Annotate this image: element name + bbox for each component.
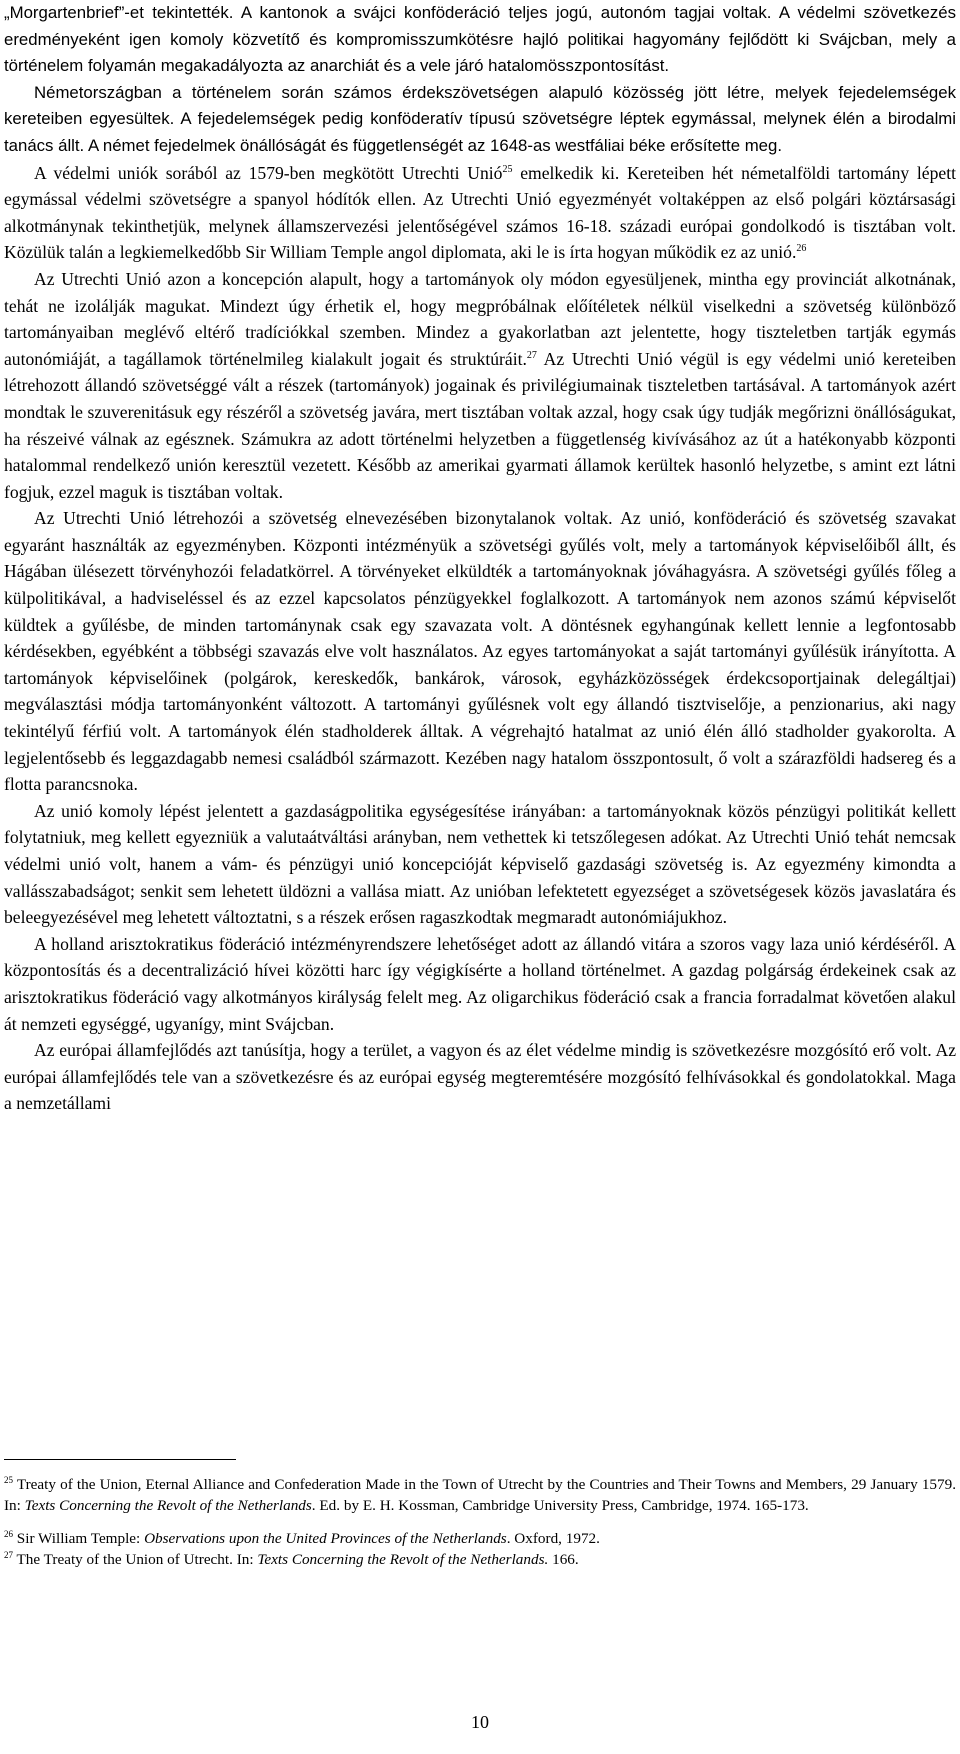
footnote-ref-27[interactable]: 27 [526, 349, 537, 361]
paragraph-text: A védelmi uniók sorából az 1579-ben megkötött Utrechti Unió [34, 162, 503, 183]
footnote-number: 27 [4, 1550, 13, 1560]
paragraph-institutions: Az Utrechti Unió létrehozói a szövetség elnevezésében bizonytalanok voltak. Az unió, konföderáció és szövetség szavakat egyaránt használták az egyezményben. Központi intézményük a szövetségi gyűlés volt, mely a tartományok képviselőiből állt, és Hágában ülésezett törvényhozói feladatkörrel. A törvényeket elküldték a tartományoknak jóváhagyásra. A szövetségi gyűlés főleg a külpolitikával, a hadviseléssel és az ezzel kapcsolatos pénzügyekkel foglalkozott. A tartományok nem azonos számú képviselőt küldtek a gyűlésbe, de minden tartománynak csak egy szavazata volt. A döntésnek egyhangúnak kellett lennie a legfontosabb kérdésekben, egyébként a többségi szavazás elve volt használatos. Az egyes tartományokat a saját tartományi gyűlésük irányította. A tartományok képviselőinek (polgárok, kereskedők, bankárok, városok, egyházközösségek érdekcsoportjainak delegáltjai) megválasztási módja tartományonként változott. A tartományi gyűlésnek volt egy állandó tisztviselője, a penzionarius, aki nagy tekintélyű férfiú volt. A tartományok élén stadholderek álltak. A végrehajtó hatalmat az unió élén álló stadholder gyakorolta. A legjelentősebb és leggazdagabb nemesi családból származott. Kezében nagy hatalom összpontosult, ő volt a szárazföldi hadsereg és a flotta parancsnoka. [4, 508, 956, 795]
page-number: 10 [471, 1712, 489, 1732]
paragraph-dutch-federation: A holland arisztokratikus föderáció intézményrendszere lehetőséget adott az állandó vitára a szoros vagy laza unió kérdéséről. A központosítás és a decentralizáció hívei közötti harc így végigkísérte a holland történelmet. A gazdag polgárság érdekeinek csak az arisztokratikus föderáció vagy alkotmányos királyság felelt meg. Az oligarchikus föderáció csak a francia forradalmat követően alakul át nemzeti egységgé, ugyanígy, mint Svájcban. [4, 933, 956, 1034]
footnote-text: Sir William Temple: [16, 1530, 145, 1547]
footnote-text: Treaty of the Union, Eternal Alliance and Confederation Made in the Town of Utrecht by the Countries and Their Towns and Members, 29 January 1579. In: [4, 1476, 956, 1514]
paragraph-utrecht-concept [4, 266, 956, 505]
paragraph-text: emelkedik ki. Kereteiben hét németalföldi tartomány lépett egymással védelmi szövetségre a spanyol hódítók ellen. Az Utrechti Unió egyezményét voltaképpen az első polgári köztársasági alkotmánynak tekinthetjük, melynek államszervezési jelentőségével számos 16-18. századi európai gondolkodó is tisztában volt. Közülük talán a legkiemelkedőbb Sir William Temple angol diplomata, aki le is írta hogyan működik ez az unió. [4, 162, 956, 263]
paragraph-economic-policy: Az unió komoly lépést jelentett a gazdaságpolitika egységesítése irányában: a tartományoknak közös pénzügyi politikát kellett folytatniuk, meg kellett egyezniük a valutaátváltási arányban, nem vethettek ki tetszőlegesen adókat. Az Utrechti Unió tehát nemcsak védelmi unió volt, hanem a vám- és pénzügyi unió koncepcióját képviselő gazdasági szövetség is. Az egyezmény kimondta a vallásszabadságot; senkit sem lehetett üldözni a vallása miatt. Az unióban lefektetett egyezséget a szövetségesek közös javaslatára és beleegyezésével meg lehetett változtatni, s a részek erősen ragaszkodtak megmaradt autonómiájukhoz. [4, 800, 956, 928]
footnotes [4, 1474, 956, 1570]
footnote-text: 166. [548, 1551, 579, 1568]
footnote-27 [4, 1549, 956, 1570]
paragraph-european-development: Az európai államfejlődés azt tanúsítja, hogy a terület, a vagyon és az élet védelme mindig is szövetkezésre mozgósító erő volt. Az európai államfejlődés tele van a szövetkezésre és az európai egység megteremtésére mozgósító felhívásokkal és gondolatokkal. Maga a nemzetállami [4, 1040, 956, 1114]
footnote-title: Texts Concerning the Revolt of the Netherlands. [257, 1551, 549, 1568]
footnote-text: The Treaty of the Union of Utrecht. In: [16, 1551, 258, 1568]
paragraph-text: Az Utrechti Unió végül is egy védelmi unió kereteiben létrehozott állandó szövetséggé vált a részek (tartományok) jogainak és privilégiumainak tiszteletben tartásával. A tartományok azért mondtak le szuverenitásuk egy részéről a szövetség javára, mert tisztában voltak azzal, hogy csak úgy tudják megőrizni önállóságukat, ha részeivé válnak az egésznek. Számukra az adott történelmi helyzetben a függetlenség kivívásához az út a hatékonyabb központi hatalommal rendelkező unión keresztül vezetett. Később az amerikai gyarmati államok kerültek hasonló helyzetbe, s amint ezt látni fogjuk, ezzel maguk is tisztában voltak. [4, 348, 956, 502]
footnote-number: 26 [4, 1529, 13, 1539]
footnote-number: 25 [4, 1475, 13, 1485]
paragraph-text: Az Utrechti Unió azon a koncepción alapult, hogy a tartományok oly módon egyesüljenek, mintha egy provinciát alkotnának, tehát ne izolálják magukat. Mindezt úgy érhetik el, hogy megpróbálnak előítéletek nélkül viselkedni a szövetség különböző tartományaiban meglévő eltérő tradíciókkal szemben. Mindez a gyakorlatban azt jelentette, hogy tiszteletben tartják egymás autonómiáját, a tagállamok történelmileg kialakult jogait és struktúráit. [4, 268, 956, 369]
body-text [4, 0, 956, 1117]
footnote-separator [4, 1459, 236, 1460]
footnote-title: Observations upon the United Provinces of the Netherlands [144, 1530, 507, 1547]
footnote-26 [4, 1528, 956, 1549]
footnote-text: . Ed. by E. H. Kossman, Cambridge University Press, Cambridge, 1974. 165-173. [311, 1497, 809, 1514]
footnote-text: . Oxford, 1972. [506, 1530, 600, 1547]
footnote-ref-25[interactable]: 25 [502, 163, 513, 175]
paragraph-switzerland: „Morgartenbrief”-et tekintették. A kantonok a svájci konföderáció teljes jogú, autonóm tagjai voltak. A védelmi szövetkezés eredményeként igen komoly közvetítő és kompromisszumkötésre hajló politikai hagyomány fejlődött ki Svájcban, mely a történelem folyamán megakadályozta az anarchiát és a vele járó hatalomösszpontosítást. [4, 3, 956, 76]
footnote-title: Texts Concerning the Revolt of the Netherlands [24, 1497, 312, 1514]
paragraph-utrecht-union [4, 160, 956, 266]
paragraph-germany: Németországban a történelem során számos érdekszövetségen alapuló közösség jött létre, melyek fejedelemségek kereteiben egyesültek. A fejedelemségek pedig konföderatív típusú szövetségre léptek egymással, melynek élén a birodalmi tanács állt. A német fejedelmek önállóságát és függetlenségét az 1648-as westfáliai béke erősítette meg. [4, 82, 956, 155]
footnote-25 [4, 1474, 956, 1516]
footnote-ref-26[interactable]: 26 [796, 243, 807, 255]
